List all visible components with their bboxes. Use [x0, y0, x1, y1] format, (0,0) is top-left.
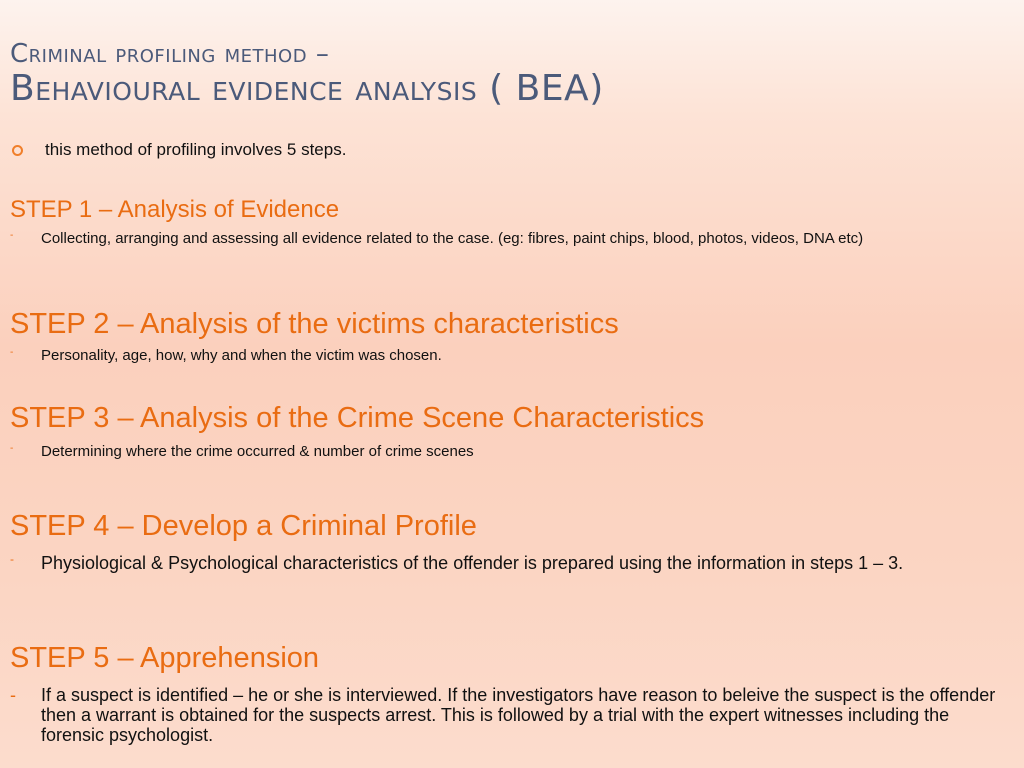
- step-5-text: If a suspect is identified – he or she is interviewed. If the investigators have reason to beleive the suspect is the offender then a warrant is obtained for the suspects arrest. This is followed by a trial with the expert witnesses including the forensic psychologist.: [41, 685, 996, 746]
- title-line-1: Criminal profiling method –: [10, 39, 330, 69]
- step-4-text: Physiological & Psychological characteristics of the offender is prepared using the information in steps 1 – 3.: [41, 553, 904, 573]
- step-2-text: Personality, age, how, why and when the victim was chosen.: [41, 347, 442, 364]
- step-2-description: [10, 347, 1014, 364]
- slide-title: [10, 40, 604, 108]
- step-3: [10, 402, 1014, 460]
- step-5: [10, 642, 1014, 745]
- dash-bullet-icon: -: [10, 685, 16, 705]
- step-1-heading: STEP 1 – Analysis of Evidence: [10, 196, 340, 223]
- ring-bullet-icon: [12, 145, 23, 156]
- dash-bullet-icon: -: [10, 552, 14, 566]
- step-1-description: [10, 230, 1014, 247]
- step-4-description: [10, 553, 1014, 573]
- step-2-heading: STEP 2 – Analysis of the victims characteristics: [10, 308, 619, 340]
- dash-bullet-icon: -: [10, 347, 14, 358]
- step-2: [10, 308, 1014, 364]
- step-1: [10, 196, 1014, 247]
- step-5-heading: STEP 5 – Apprehension: [10, 642, 320, 674]
- step-3-text: Determining where the crime occurred & number of crime scenes: [41, 443, 474, 460]
- step-4: [10, 510, 1014, 573]
- dash-bullet-icon: -: [10, 230, 14, 241]
- step-4-heading: STEP 4 – Develop a Criminal Profile: [10, 510, 477, 542]
- step-1-text: Collecting, arranging and assessing all evidence related to the case. (eg: fibres, paint chips, blood, photos, videos, DNA etc): [41, 230, 864, 247]
- dash-bullet-icon: -: [10, 443, 14, 454]
- title-line-2: Behavioural evidence analysis ( BEA): [10, 67, 604, 109]
- intro-text: this method of profiling involves 5 steps.: [45, 140, 347, 159]
- step-5-description: [10, 685, 1014, 745]
- step-3-heading: STEP 3 – Analysis of the Crime Scene Characteristics: [10, 402, 705, 434]
- step-3-description: [10, 443, 1014, 460]
- intro-bullet: [10, 140, 346, 160]
